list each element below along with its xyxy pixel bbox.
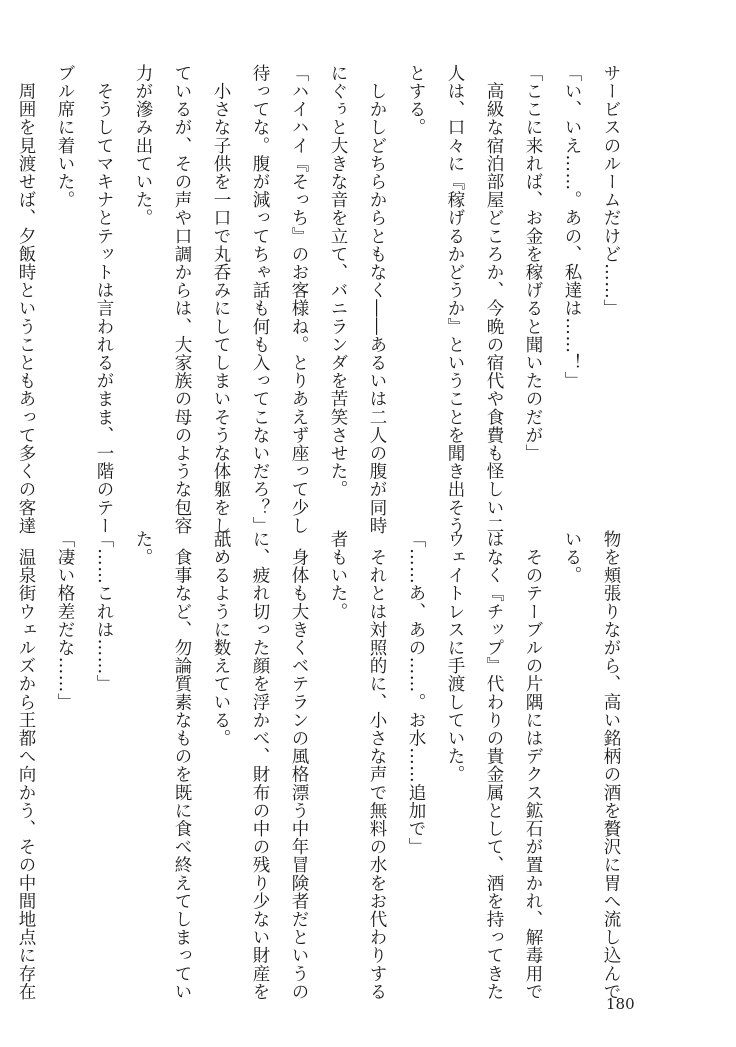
- text-line: 「ハイハイ『そっち』のお客様ね。とりあえず座って少し: [289, 64, 309, 535]
- text-line: 者もいた。: [328, 530, 348, 621]
- text-line: 「……これは……」: [94, 530, 114, 693]
- text-line: 「い、いえ……。あの、私達は……！」: [562, 64, 582, 390]
- text-line: 「凄い格差だな……」: [55, 530, 75, 711]
- text-line: ウェイトレスに手渡していた。: [445, 530, 465, 784]
- text-line: そのテーブルの片隅にはデクス鉱石が置かれ、解毒用で: [523, 530, 543, 1001]
- text-line: サービスのルームだけど……」: [601, 64, 621, 318]
- text-block-lower: [16, 530, 630, 1001]
- text-block-upper: [16, 64, 630, 535]
- text-line: 身体も大きくベテランの風格漂う中年冒険者だというの: [289, 530, 309, 1001]
- text-line: 温泉街ウェルズから王都へ向かう、その中間地点に存在: [16, 530, 36, 1001]
- text-line: 待ってな。腹が減ってちゃ話も何も入ってこないだろ？」: [250, 64, 270, 535]
- text-line: そうしてマキナとテットは言われるがまま、一階のテー: [94, 64, 114, 535]
- text-line: 高級な宿泊部屋どころか、今晩の宿代や食費も怪しい二: [484, 64, 504, 535]
- text-line: 周囲を見渡せば、夕飯時ということもあって多くの客達: [16, 64, 36, 535]
- text-line: 力が滲み出ていた。: [133, 64, 153, 227]
- text-line: しかしどちらからともなく――あるいは二人の腹が同時: [367, 64, 387, 535]
- text-line: 物を頬張りながら、高い銘柄の酒を贅沢に胃へ流し込んで: [601, 530, 621, 1001]
- text-line: 食事など、勿論質素なものを既に食べ終えてしまってい: [172, 530, 192, 1001]
- text-line: 小さな子供を一口で丸呑みにしてしまいそうな体躯をし: [211, 64, 231, 535]
- text-line: た。: [133, 530, 153, 567]
- text-line: いる。: [562, 530, 582, 585]
- text-line: ブル席に着いた。: [55, 64, 75, 209]
- text-line: はなく『チップ』代わりの貴金属として、酒を持ってきた: [484, 530, 504, 1001]
- text-line: 「……あ、あの……。お水……追加で」: [406, 530, 426, 856]
- text-line: ているが、その声や口調からは、大家族の母のような包容: [172, 64, 192, 535]
- text-line: にぐぅと大きな音を立て、バニランダを苦笑させた。: [328, 64, 348, 499]
- text-line: とする。: [406, 64, 426, 137]
- text-line: 「ここに来れば、お金を稼げると聞いたのだが」: [523, 64, 543, 463]
- text-line: 人は、口々に『稼げるかどうか』ということを聞き出そう: [445, 64, 465, 535]
- page-number: 180: [606, 995, 635, 1013]
- text-line: に、疲れ切った顔を浮かべ、財布の中の残り少ない財産を: [250, 530, 270, 1001]
- text-line: それとは対照的に、小さな声で無料の水をお代わりする: [367, 530, 387, 1001]
- text-line: 舐めるように数えている。: [211, 530, 231, 748]
